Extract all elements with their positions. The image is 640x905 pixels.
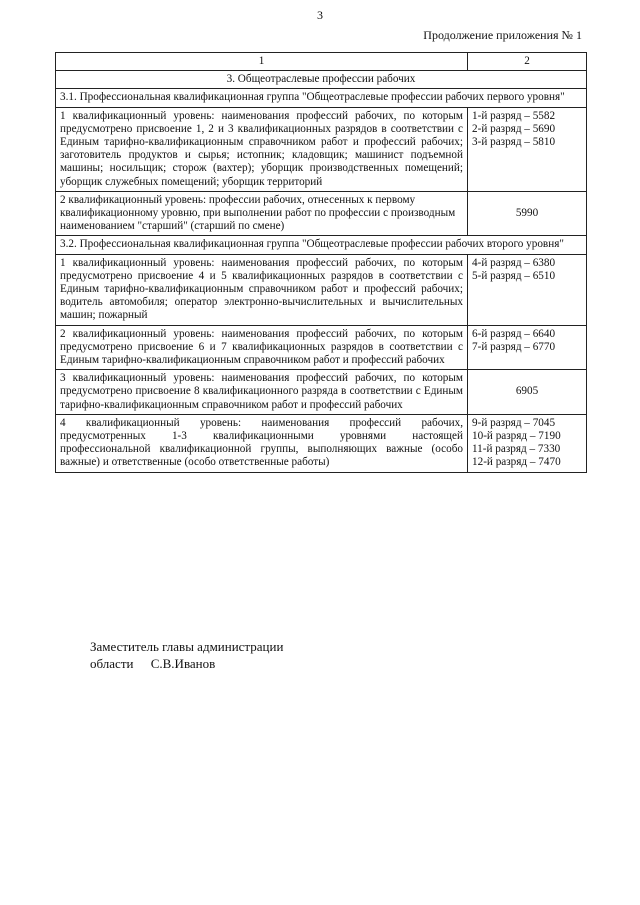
table-row: [56, 107, 587, 191]
salary-value: 5990: [468, 191, 587, 236]
grade-values: [468, 254, 587, 325]
level-description: 1 квалификационный уровень: наименования профессий рабочих, по которым предусмотрено присвоение 4 и 5 квалификационных разрядов в соответствии с Единым тарифно-квалификационным справочником работ и профессий рабочих; водитель автомобиля; оператор электронно-вычислительных и вычислительных машин; пожарный: [56, 254, 468, 325]
salary-table: [55, 52, 587, 473]
level-description: 2 квалификационный уровень: профессии рабочих, отнесенных к первому квалификационному уровню, при выполнении работ по профессии с производным наименованием "старший" (старший по смене): [56, 191, 468, 236]
table-row: [56, 191, 587, 236]
grade-value: 10-й разряд – 7190: [472, 430, 561, 443]
grade-value: 5-й разряд – 6510: [472, 269, 556, 282]
page-number: 3: [317, 8, 323, 22]
level-description: 2 квалификационный уровень: наименования профессий рабочих, по которым предусмотрено присвоение 6 и 7 квалификационных разрядов в соответствии с Единым тарифно-квалификационным справочником работ и профессий рабочих: [56, 325, 468, 370]
signature-block: [90, 638, 283, 672]
section-title-row: [56, 71, 587, 89]
level-description: 1 квалификационный уровень: наименования профессий рабочих, по которым предусмотрено присвоение 1, 2 и 3 квалификационных разрядов в соответствии с Единым тарифно-квалификационным справочником работ и профессий рабочих; заготовитель продуктов и сырья; истопник; кладовщик; машинист подъемной машины; носильщик; сторож (вахтер); уборщик производственных помещений; уборщик служебных помещений; уборщик территорий: [56, 107, 468, 191]
signatory-line: [90, 655, 283, 672]
signatory-name: С.В.Иванов: [150, 656, 216, 671]
column-header-1: 1: [56, 53, 468, 71]
column-header-2: 2: [468, 53, 587, 71]
signatory-title: Заместитель главы администрации: [90, 639, 284, 654]
group-title-row: [56, 236, 587, 254]
table-row: [56, 254, 587, 325]
section-title: 3. Общеотраслевые профессии рабочих: [56, 71, 587, 89]
level-description: 4 квалификационный уровень: наименования профессий рабочих, предусмотренных 1-3 квалификационными уровнями настоящей профессиональной квалификационной группы, выполняющих важные (особо важные) и ответственные (особо ответственные работы): [56, 414, 468, 472]
table-row: [56, 325, 587, 370]
group-title: 3.1. Профессиональная квалификационная группа "Общеотраслевые профессии рабочих первого уровня": [56, 89, 587, 107]
grade-value: 7-й разряд – 6770: [472, 340, 556, 353]
grade-value: 12-й разряд – 7470: [472, 456, 561, 469]
grade-values: [468, 414, 587, 472]
grade-value: 11-й разряд – 7330: [472, 443, 561, 456]
appendix-continuation: Продолжение приложения № 1: [423, 28, 582, 42]
grade-value: 3-й разряд – 5810: [472, 136, 556, 149]
grade-value: 4-й разряд – 6380: [472, 256, 556, 269]
table-row: [56, 414, 587, 472]
grade-value: 1-й разряд – 5582: [472, 109, 556, 122]
grade-values: [468, 107, 587, 191]
column-header-row: [56, 53, 587, 71]
grade-value: 2-й разряд – 5690: [472, 122, 556, 135]
grade-value: 9-й разряд – 7045: [472, 416, 556, 429]
level-description: 3 квалификационный уровень: наименования профессий рабочих, по которым предусмотрено присвоение 8 квалификационного разряда в соответствии с Единым тарифно-квалификационным справочником работ и профессий рабочих: [56, 370, 468, 415]
signatory-title-cont: области: [90, 656, 134, 671]
group-title: 3.2. Профессиональная квалификационная группа "Общеотраслевые профессии рабочих второго уровня": [56, 236, 587, 254]
salary-value: 6905: [468, 370, 587, 415]
table-row: [56, 370, 587, 415]
group-title-row: [56, 89, 587, 107]
grade-values: [468, 325, 587, 370]
grade-value: 6-й разряд – 6640: [472, 327, 556, 340]
